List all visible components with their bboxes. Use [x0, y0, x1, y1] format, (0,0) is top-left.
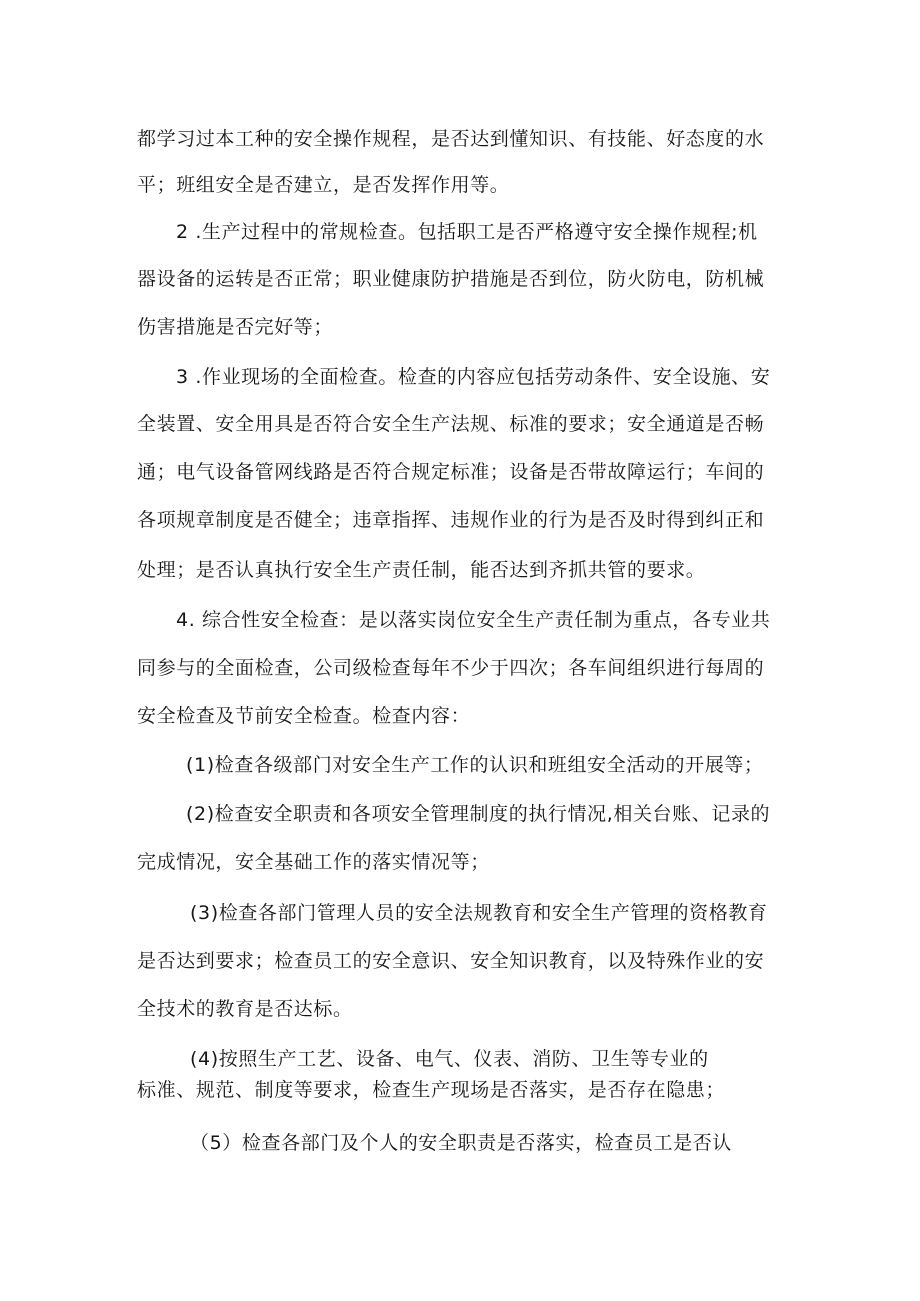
text-line: 处理；是否认真执行安全生产责任制，能否达到齐抓共管的要求。 [137, 559, 706, 581]
text-line: (3)检查各部门管理人员的安全法规教育和安全生产管理的资格教育 [190, 902, 768, 924]
text-line: 器设备的运转是否正常；职业健康防护措施是否到位，防火防电，防机械 [137, 268, 765, 290]
text-line: 都学习过本工种的安全操作规程，是否达到懂知识、有技能、好态度的水 [137, 128, 765, 150]
text-line: 伤害措施是否完好等； [137, 316, 334, 338]
text-line: 完成情况，安全基础工作的落实情况等； [137, 851, 490, 873]
text-line: (2)检查安全职责和各项安全管理制度的执行情况,相关台账、记录的 [186, 803, 771, 825]
text-line: 2 .生产过程中的常规检查。包括职工是否严格遵守安全操作规程;机 [176, 221, 758, 243]
text-line: 全技术的教育是否达标。 [137, 998, 353, 1020]
text-line: 4. 综合性安全检查：是以落实岗位安全生产责任制为重点，各专业共 [176, 609, 771, 631]
text-line: 是否达到要求；检查员工的安全意识、安全知识教育，以及特殊作业的安 [137, 950, 765, 972]
text-line: 3 .作业现场的全面检查。检查的内容应包括劳动条件、安全设施、安 [176, 366, 771, 388]
text-line: 安全检查及节前安全检查。检查内容： [137, 705, 471, 727]
text-line: 通；电气设备管网线路是否符合规定标准；设备是否带故障运行；车间的 [137, 461, 765, 483]
text-line: (1)检查各级部门对安全生产工作的认识和班组安全活动的开展等； [186, 754, 764, 776]
text-line: 各项规章制度是否健全；违章指挥、违规作业的行为是否及时得到纠正和 [137, 509, 765, 531]
text-line: （5）检查各部门及个人的安全职责是否落实，检查员工是否认 [190, 1132, 732, 1154]
text-line: (4)按照生产工艺、设备、电气、仪表、消防、卫生等专业的 [190, 1048, 709, 1070]
text-line: 同参与的全面检查，公司级检查每年不少于四次；各车间组织进行每周的 [137, 657, 765, 679]
text-line: 全装置、安全用具是否符合安全生产法规、标准的要求；安全通道是否畅 [137, 413, 765, 435]
text-line: 标准、规范、制度等要求，检查生产现场是否落实，是否存在隐患； [137, 1079, 726, 1101]
text-line: 平；班组安全是否建立，是否发挥作用等。 [137, 174, 510, 196]
